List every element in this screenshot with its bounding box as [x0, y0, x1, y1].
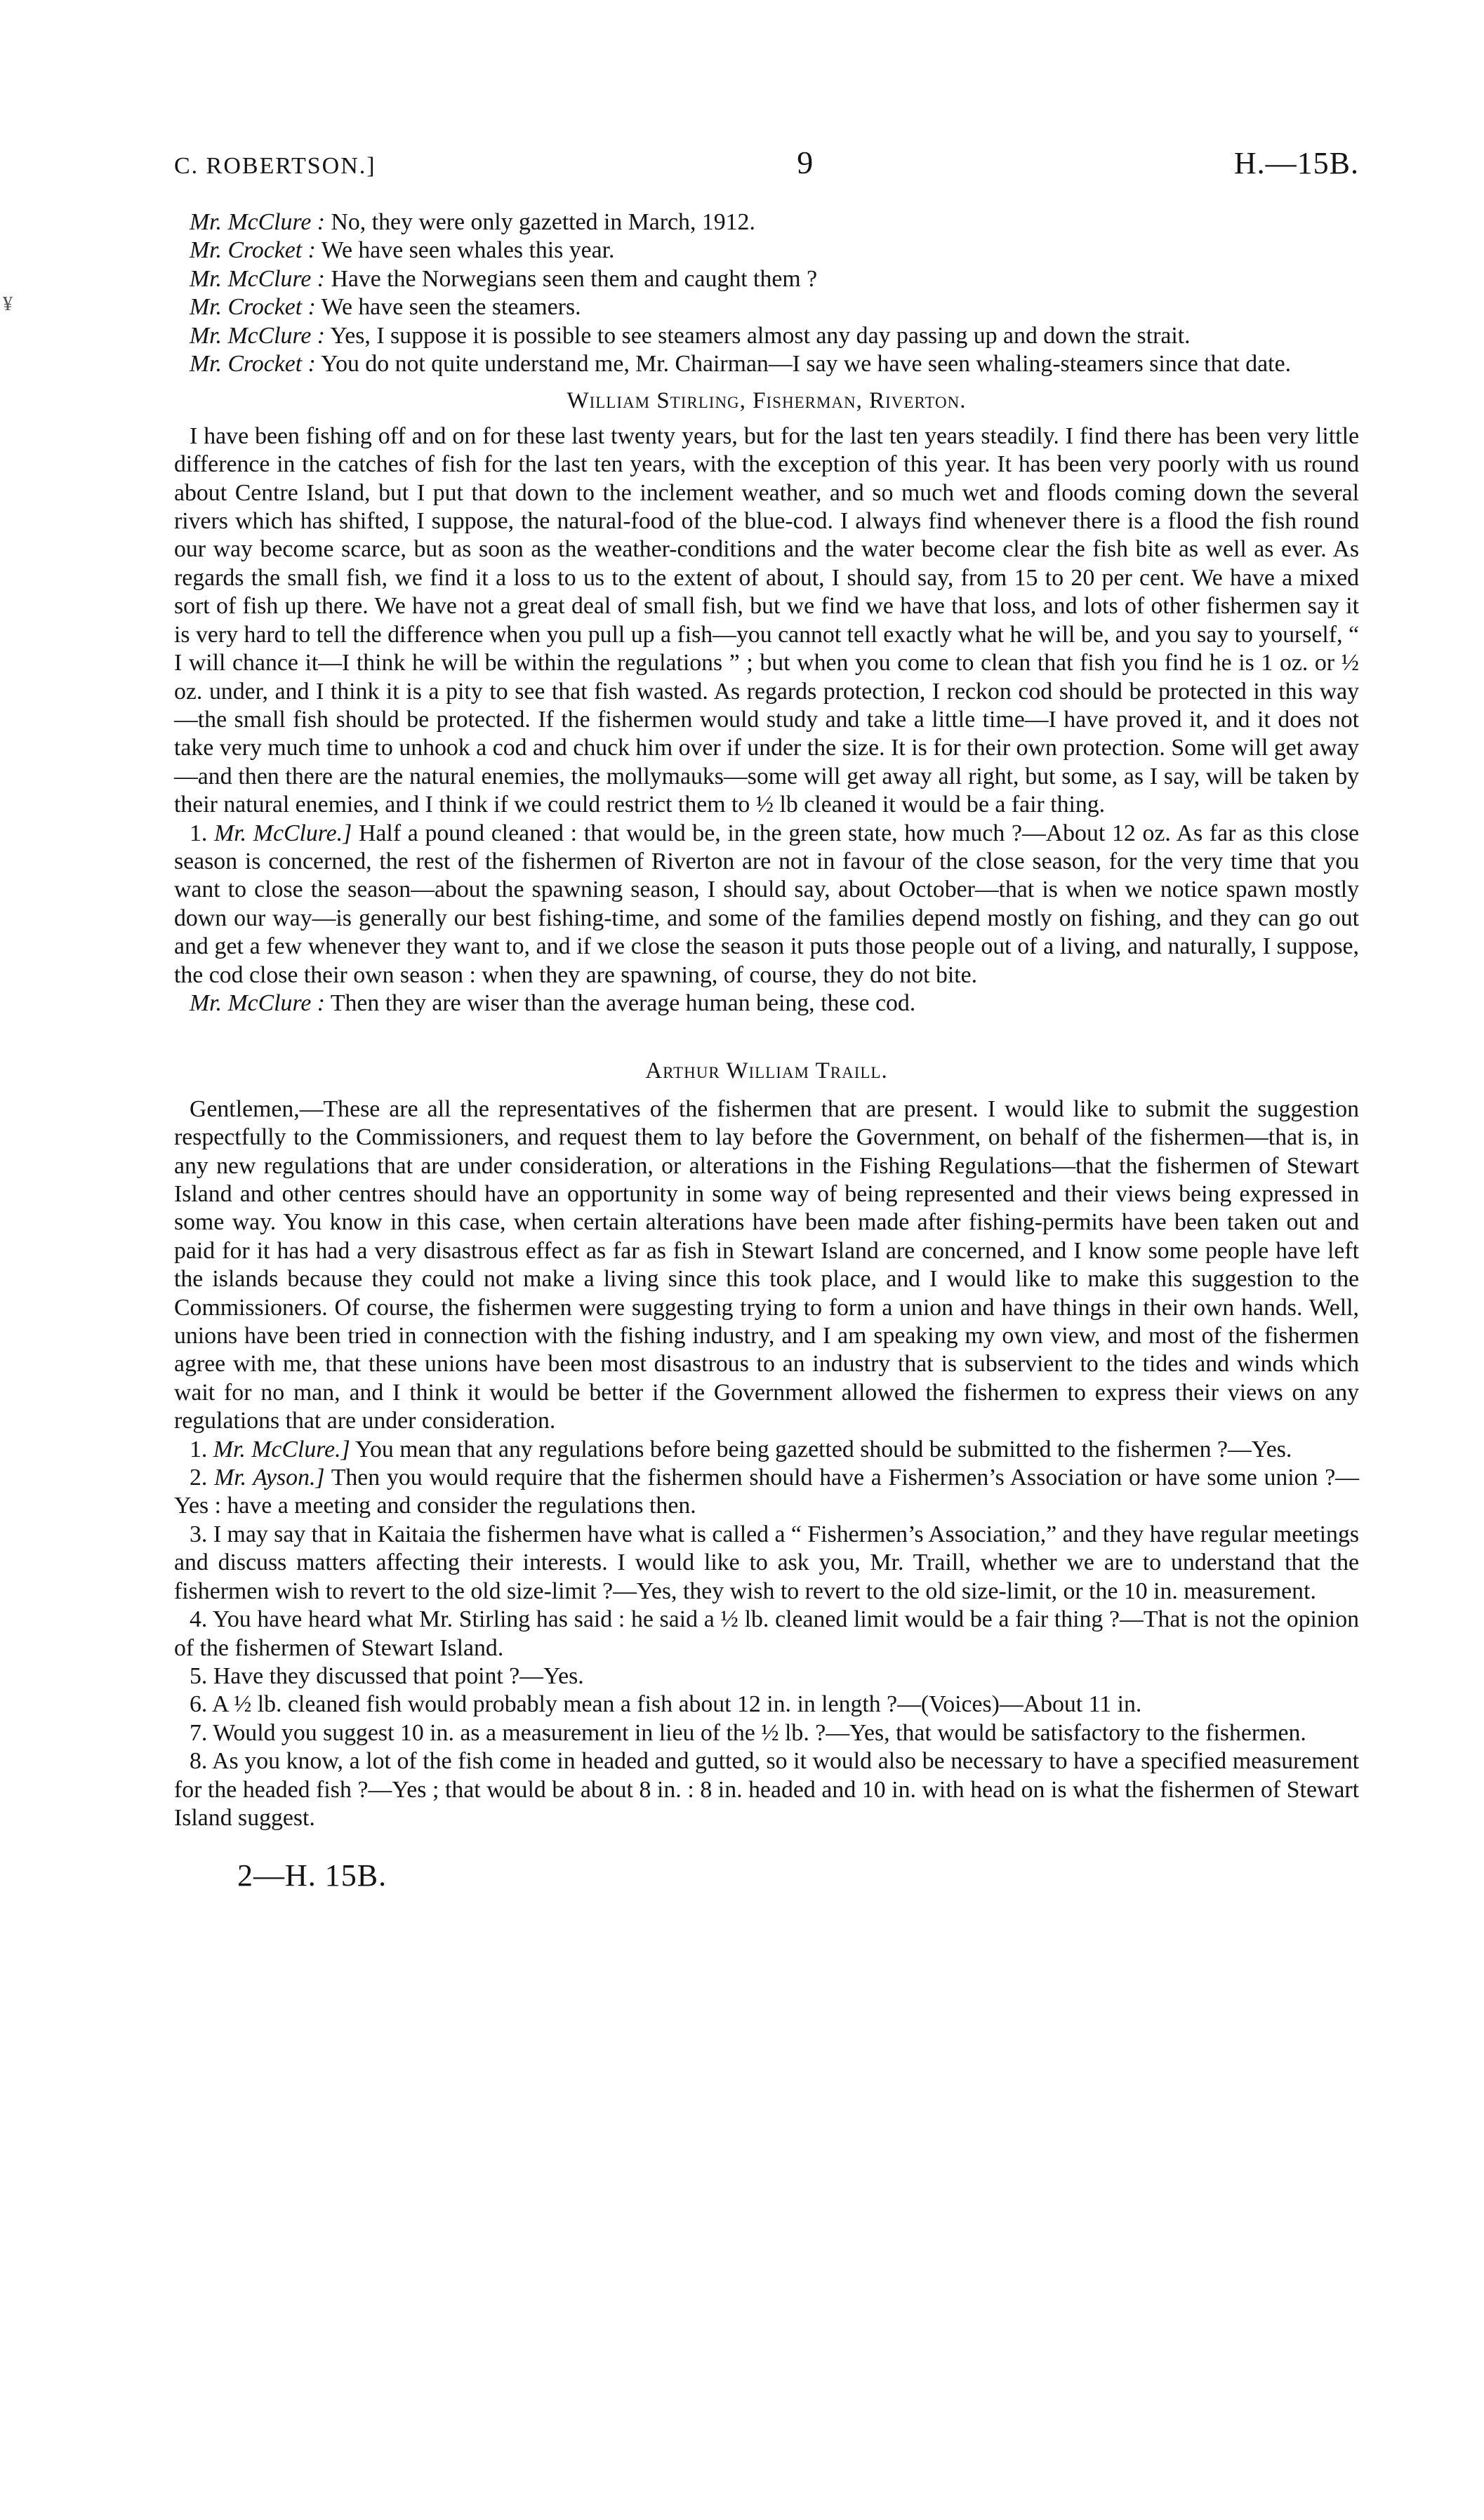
question-answer: [174, 1691, 1359, 1719]
question-answer: [174, 1747, 1359, 1832]
question-number: 8.: [190, 1748, 208, 1775]
dialogue-text: We have seen the steamers.: [321, 294, 581, 321]
question-number: 1.: [190, 1436, 208, 1462]
dialogue-text: Yes, I suppose it is possible to see steamers almost any day passing up and down the strait.: [330, 322, 1191, 349]
speaker-name: Mr. Crocket :: [190, 351, 316, 378]
speaker-name: Mr. McClure :: [190, 265, 326, 292]
signature-mark: 2—H. 15B.: [237, 1858, 387, 1893]
dialogue-text: Have the Norwegians seen them and caught them ?: [331, 265, 818, 292]
question-text: Have they discussed that point ?—Yes.: [213, 1662, 584, 1689]
speaker-name: Mr. McClure :: [190, 209, 326, 235]
question-number: 7.: [190, 1719, 208, 1746]
dialogue-line: [174, 265, 1359, 293]
question-answer: [174, 1719, 1359, 1747]
dialogue-text: We have seen whales this year.: [321, 237, 615, 264]
question-number: 3.: [190, 1521, 208, 1547]
dialogue-line: [174, 293, 1359, 321]
question-number: 6.: [190, 1691, 208, 1718]
dialogue-text: You do not quite understand me, Mr. Chairman—I say we have seen whaling-steamers since that date.: [321, 351, 1292, 378]
dialogue-text: Then they are wiser than the average human being, these cod.: [330, 989, 916, 1016]
speaker-name: Mr. McClure :: [190, 989, 326, 1016]
question-text: You mean that any regulations before being gazetted should be submitted to the fishermen ?—Yes.: [355, 1436, 1292, 1462]
speaker-name: Mr. Crocket :: [190, 237, 316, 264]
question-number: 2.: [190, 1465, 208, 1491]
paper-reference: H.—15B.: [1233, 146, 1359, 180]
evidence-paragraph: I have been fishing off and on for these last twenty years, but for the last ten years steadily. I find there has been very little difference in the catches of fish for the last ten years, with the exception of this year. It has been very poorly with us round about Centre Island, but I put that down to the inclement weather, and so much wet and floods coming down the several rivers which has shifted, I suppose, the natural-food of the blue-cod. I always find whenever there is a flood the fish round our way become scarce, but as soon as the weather-conditions and the water become clear the fish bite as well as ever. As regards the small fish, we find it a loss to us to the extent of about, I should say, from 15 to 20 per cent. We have a mixed sort of fish up there. We have not a great deal of small fish, but we find we have that loss, and lots of other fishermen say it is very hard to tell the difference when you pull up a fish—you cannot tell exactly what he will be, and you say to yourself, “ I will chance it—I think he will be within the regulations ” ; but when you come to clean that fish you find he is 1 oz. or ½ oz. under, and I think it is a pity to see that fish wasted. As regards protection, I reckon cod should be protected in this way—the small fish should be protected. If the fishermen would study and take a little time—I have proved it, and it does not take very much time to unhook a cod and chuck him over if under the size. It is for their own protection. Some will get away—and then there are the natural enemies, the mollymauks—some will get away all right, but some, as I say, will be taken by their natural enemies, and I think if we could restrict them to ½ lb cleaned it would be a fair thing.: [174, 422, 1359, 818]
evidence-paragraph: Gentlemen,—These are all the representatives of the fishermen that are present. I would like to submit the suggestion respectfully to the Commissioners, and request them to lay before the Government, on behalf of the fishermen—that is, in any new regulations that are under consideration, or alterations in the Fishing Regulations—that the fishermen of Stewart Island and other centres should have an opportunity in some way of being represented and their views being expressed in some way. You know in this case, when certain alterations have been made after fishing-permits have been taken out and paid for it has had a very disastrous effect as far as fish in Stewart Island are concerned, and I know some people have left the islands because they could not make a living since this took place, and I would like to make this suggestion to the Commissioners. Of course, the fishermen were suggesting trying to form a union and have things in their own hands. Well, unions have been tried in connection with the fishing industry, and I am speaking my own view, and most of the fishermen agree with me, that these unions have been most disastrous to an industry that is subservient to the tides and winds which wait for no man, and I think it would be better if the Government allowed the fishermen to express their views on any regulations that are under consideration.: [174, 1095, 1359, 1434]
question-answer: [174, 1606, 1359, 1662]
page-number: 9: [797, 145, 814, 180]
questioner-name: Mr. McClure.]: [214, 820, 352, 846]
dialogue-line: [174, 989, 1359, 1018]
question-answer: [174, 820, 1359, 989]
question-text: Would you suggest 10 in. as a measurement in lieu of the ½ lb. ?—Yes, that would be satisfactory to the fishermen.: [213, 1719, 1306, 1746]
speaker-name: Mr. McClure :: [190, 322, 326, 349]
document-body: [174, 208, 1359, 1832]
question-text: A ½ lb. cleaned fish would probably mean a fish about 12 in. in length ?—(Voices)—About 11 in.: [211, 1691, 1142, 1718]
question-answer: [174, 1464, 1359, 1521]
question-number: 5.: [190, 1662, 208, 1689]
witness-heading: Arthur William Traill.: [645, 1058, 888, 1084]
margin-mark: ¥: [3, 293, 13, 315]
question-answer: [174, 1436, 1359, 1464]
speaker-name: Mr. Crocket :: [190, 294, 316, 321]
page-header: [174, 144, 1359, 186]
question-answer: [174, 1521, 1359, 1606]
dialogue-line: [174, 236, 1359, 265]
dialogue-text: No, they were only gazetted in March, 1912.: [331, 209, 755, 235]
questioner-name: Mr. McClure.]: [213, 1436, 350, 1462]
question-number: 4.: [190, 1606, 208, 1633]
dialogue-line: [174, 322, 1359, 350]
question-text: As you know, a lot of the fish come in headed and gutted, so it would also be necessary to have a specified measurement for the headed fish ?—Yes ; that would be about 8 in. : 8 in. headed and 10 in. with head on is what the fishermen of Stewart Island suggest.: [174, 1748, 1359, 1831]
question-answer: [174, 1662, 1359, 1691]
question-text: Half a pound cleaned : that would be, in the green state, how much ?—About 12 oz. As far as this close season is concerned, the rest of the fishermen of Riverton are not in favour of the close season, for the very time that you want to close the season—about the spawning season, I should say, about October—that is when we notice spawn mostly down our way—is generally our best fishing-time, and some of the families depend mostly on fishing, and they can go out and get a few whenever they want to, and if we close the season it puts those people out of a living, and naturally, I suppose, the cod close their own season : when they are spawning, of course, they do not bite.: [174, 820, 1359, 988]
witness-heading: William Stirling, Fisherman, Riverton.: [567, 388, 967, 414]
question-number: 1.: [190, 820, 208, 846]
dialogue-line: [174, 350, 1359, 378]
header-witness-name: C. ROBERTSON.]: [174, 153, 376, 179]
question-text: Then you would require that the fishermen should have a Fishermen’s Association or have some union ?—Yes : have a meeting and consider the regulations then.: [174, 1465, 1360, 1519]
question-text: I may say that in Kaitaia the fishermen have what is called a “ Fishermen’s Association,” and they have regular meetings and discuss matters affecting their interests. I would like to ask you, Mr. Traill, whether we are to understand that the fishermen wish to revert to the old size-limit ?—Yes, they wish to revert to the old size-limit, or the 10 in. measurement.: [174, 1521, 1359, 1604]
questioner-name: Mr. Ayson.]: [214, 1465, 325, 1491]
dialogue-line: [174, 208, 1359, 236]
question-text: You have heard what Mr. Stirling has said : he said a ½ lb. cleaned limit would be a fair thing ?—That is not the opinion of the fishermen of Stewart Island.: [174, 1606, 1359, 1661]
